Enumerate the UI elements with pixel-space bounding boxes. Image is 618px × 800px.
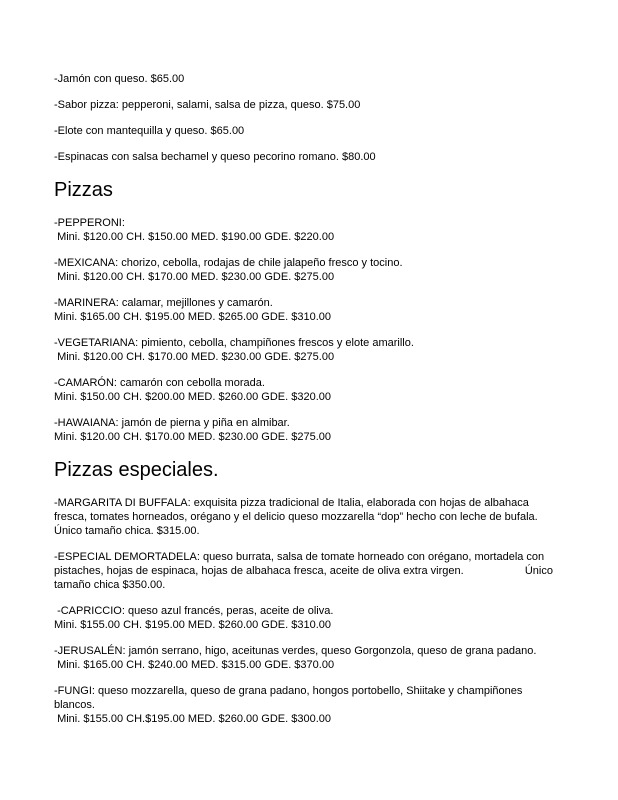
pizza-item (54, 216, 618, 244)
pizza-name: -MEXICANA: chorizo, cebolla, rodajas de chile jalapeño fresco y tocino. (54, 257, 403, 269)
especial-line: Único tamaño chica. $315.00. (54, 525, 200, 537)
pizza-item (54, 376, 618, 404)
intro-item: -Jamón con queso. $65.00 (54, 73, 185, 85)
especial-line: -FUNGI: queso mozzarella, queso de grana padano, hongos portobello, Shiitake y champiñones (54, 685, 523, 697)
pizza-name: -PEPPERONI: (54, 217, 125, 229)
especial-line: fresca, tomates horneados, orégano y el delicio queso mozzarella “dop” hecho con leche de bufala. (54, 511, 538, 523)
pizza-prices: Mini. $150.00 CH. $200.00 MED. $260.00 GDE. $320.00 (54, 391, 332, 403)
section-title-especiales: Pizzas especiales. (54, 459, 219, 481)
especial-item (54, 496, 618, 538)
intro-item: -Elote con mantequilla y queso. $65.00 (54, 125, 245, 137)
especial-line: -MARGARITA DI BUFFALA: exquisita pizza tradicional de Italia, elaborada con hojas de albahaca (54, 497, 529, 509)
pizza-name: -MARINERA: calamar, mejillones y camarón. (54, 297, 273, 309)
pizza-prices: Mini. $120.00 CH. $170.00 MED. $230.00 GDE. $275.00 (54, 431, 332, 443)
especial-line: Mini. $155.00 CH. $195.00 MED. $260.00 GDE. $310.00 (54, 619, 332, 631)
especial-line: blancos. (54, 699, 95, 711)
especial-line: -JERUSALÉN: jamón serrano, higo, aceitunas verdes, queso Gorgonzola, queso de grana padano. (54, 645, 537, 657)
especial-line: tamaño chica $350.00. (54, 579, 166, 591)
pizza-item (54, 256, 618, 284)
especial-line: Mini. $155.00 CH.$195.00 MED. $260.00 GDE. $300.00 (54, 713, 332, 725)
especial-item (54, 644, 618, 672)
especial-item (54, 604, 618, 632)
especial-item (54, 550, 618, 592)
intro-item: -Sabor pizza: pepperoni, salami, salsa de pizza, queso. $75.00 (54, 99, 361, 111)
especial-line: -ESPECIAL DEMORTADELA: queso burrata, salsa de tomate horneado con orégano, mortadela con (54, 551, 545, 563)
section-title-pizzas: Pizzas (54, 179, 113, 201)
pizza-item (54, 296, 618, 324)
pizza-item (54, 336, 618, 364)
pizza-name: -CAMARÓN: camarón con cebolla morada. (54, 377, 265, 389)
pizza-item (54, 416, 618, 444)
especial-item (54, 684, 618, 726)
especial-line: -CAPRICCIO: queso azul francés, peras, aceite de oliva. (54, 605, 334, 617)
pizza-name: -HAWAIANA: jamón de pierna y piña en almibar. (54, 417, 290, 429)
especial-line: pistaches, hojas de espinaca, hojas de albahaca fresca, aceite de oliva extra virgen. Único (54, 565, 553, 577)
intro-item: -Espinacas con salsa bechamel y queso pecorino romano. $80.00 (54, 151, 376, 163)
especial-line: Mini. $165.00 CH. $240.00 MED. $315.00 GDE. $370.00 (54, 659, 335, 671)
pizza-prices: Mini. $120.00 CH. $170.00 MED. $230.00 GDE. $275.00 (54, 351, 335, 363)
pizza-prices: Mini. $120.00 CH. $150.00 MED. $190.00 GDE. $220.00 (54, 231, 335, 243)
pizza-prices: Mini. $165.00 CH. $195.00 MED. $265.00 GDE. $310.00 (54, 311, 332, 323)
pizza-prices: Mini. $120.00 CH. $170.00 MED. $230.00 GDE. $275.00 (54, 271, 335, 283)
pizza-name: -VEGETARIANA: pimiento, cebolla, champiñones frescos y elote amarillo. (54, 337, 414, 349)
